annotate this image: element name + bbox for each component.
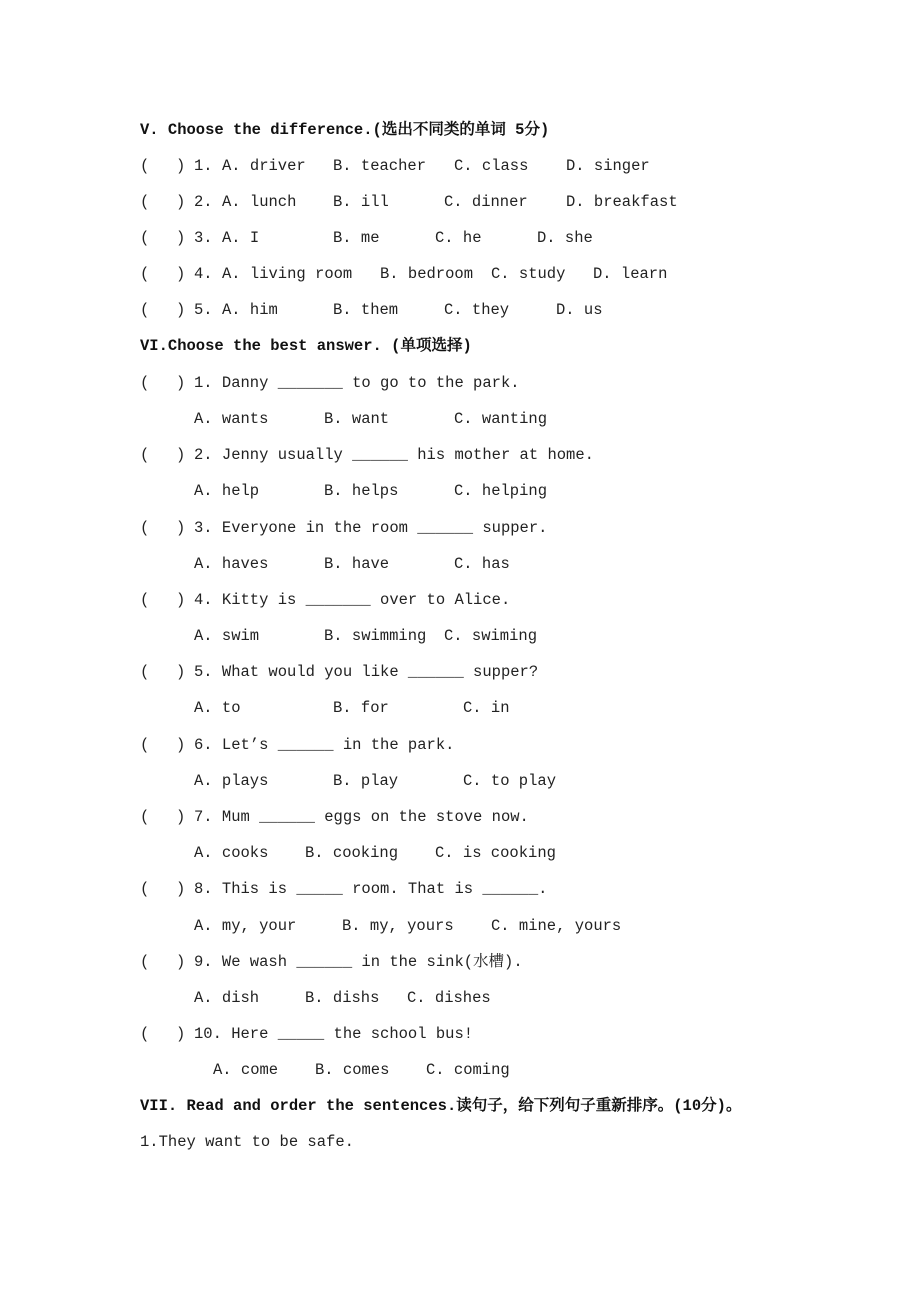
option: C. helping [454, 482, 548, 500]
option: C. dinner [444, 193, 528, 211]
option: A. driver [222, 157, 306, 175]
answer-blank-close: ) [176, 193, 186, 211]
option: D. singer [566, 157, 650, 175]
option: C. study [491, 265, 566, 283]
option: C. in [463, 699, 510, 717]
option: A. swim [194, 627, 260, 645]
option: B. me [333, 229, 380, 247]
answer-blank-open[interactable]: ( [140, 880, 150, 898]
answer-blank-open[interactable]: ( [140, 157, 150, 175]
answer-blank-open[interactable]: ( [140, 591, 150, 609]
option: C. has [454, 555, 510, 573]
answer-blank-open[interactable]: ( [140, 193, 150, 211]
option: A. my, your [194, 917, 297, 935]
option: B. dishs [305, 989, 380, 1007]
option: C. is cooking [435, 844, 556, 862]
option: A. cooks [194, 844, 269, 862]
question-number: 2. [194, 193, 213, 211]
answer-blank-open[interactable]: ( [140, 301, 150, 319]
option: A. come [213, 1061, 279, 1079]
answer-blank-close: ) [176, 663, 186, 681]
option: C. class [454, 157, 529, 175]
option: C. they [444, 301, 510, 319]
option: C. to play [463, 772, 557, 790]
option: B. them [333, 301, 399, 319]
option: C. he [435, 229, 482, 247]
answer-blank-open[interactable]: ( [140, 1025, 150, 1043]
option: D. us [556, 301, 603, 319]
answer-blank-close: ) [176, 265, 186, 283]
option: B. for [333, 699, 389, 717]
answer-blank-open[interactable]: ( [140, 663, 150, 681]
option: A. haves [194, 555, 269, 573]
answer-blank-open[interactable]: ( [140, 808, 150, 826]
option: A. dish [194, 989, 260, 1007]
option: A. living room [222, 265, 353, 283]
answer-blank-open[interactable]: ( [140, 374, 150, 392]
option: B. teacher [333, 157, 427, 175]
answer-blank-close: ) [176, 519, 186, 537]
answer-blank-open[interactable]: ( [140, 953, 150, 971]
answer-blank-close: ) [176, 374, 186, 392]
option: B. my, yours [342, 917, 454, 935]
answer-blank-close: ) [176, 446, 186, 464]
answer-blank-close: ) [176, 157, 186, 175]
option: B. have [324, 555, 390, 573]
question-text: 10. Here _____ the school bus! [194, 1025, 474, 1043]
question-text: 8. This is _____ room. That is ______. [194, 880, 548, 898]
question-number: 5. [194, 301, 213, 319]
question-text: 6. Let’s ______ in the park. [194, 736, 455, 754]
option: A. lunch [222, 193, 297, 211]
answer-blank-open[interactable]: ( [140, 265, 150, 283]
answer-blank-close: ) [176, 229, 186, 247]
question-number: 1. [194, 157, 213, 175]
option: B. want [324, 410, 390, 428]
option: A. help [194, 482, 260, 500]
option: C. swiming [444, 627, 538, 645]
section-title: VII. Read and order the sentences.读句子，给下列句子重新排序。(10分)。 [140, 1097, 742, 1115]
sentence: 1.They want to be safe. [140, 1133, 354, 1151]
option: A. wants [194, 410, 269, 428]
answer-blank-close: ) [176, 880, 186, 898]
answer-blank-open[interactable]: ( [140, 519, 150, 537]
option: B. helps [324, 482, 399, 500]
option: B. bedroom [380, 265, 474, 283]
question-text: 7. Mum ______ eggs on the stove now. [194, 808, 529, 826]
answer-blank-close: ) [176, 953, 186, 971]
option: B. cooking [305, 844, 399, 862]
option: D. learn [593, 265, 668, 283]
option: B. ill [333, 193, 389, 211]
question-number: 3. [194, 229, 213, 247]
option: B. comes [315, 1061, 390, 1079]
option: C. dishes [407, 989, 491, 1007]
answer-blank-close: ) [176, 1025, 186, 1043]
option: C. wanting [454, 410, 548, 428]
option: A. him [222, 301, 278, 319]
option: A. to [194, 699, 241, 717]
question-text: 3. Everyone in the room ______ supper. [194, 519, 548, 537]
question-text: 9. We wash ______ in the sink(水槽). [194, 953, 523, 971]
answer-blank-open[interactable]: ( [140, 736, 150, 754]
answer-blank-open[interactable]: ( [140, 446, 150, 464]
section-title: VI.Choose the best answer. (单项选择) [140, 337, 472, 355]
option: B. swimming [324, 627, 427, 645]
question-text: 4. Kitty is _______ over to Alice. [194, 591, 511, 609]
option: D. she [537, 229, 593, 247]
section-title: V. Choose the difference.(选出不同类的单词 5分) [140, 121, 550, 139]
option: C. coming [426, 1061, 510, 1079]
answer-blank-close: ) [176, 808, 186, 826]
question-text: 5. What would you like ______ supper? [194, 663, 539, 681]
answer-blank-close: ) [176, 736, 186, 754]
question-number: 4. [194, 265, 213, 283]
option: A. I [222, 229, 260, 247]
option: A. plays [194, 772, 269, 790]
option: B. play [333, 772, 399, 790]
question-text: 2. Jenny usually ______ his mother at home. [194, 446, 594, 464]
answer-blank-open[interactable]: ( [140, 229, 150, 247]
option: C. mine, yours [491, 917, 622, 935]
answer-blank-close: ) [176, 591, 186, 609]
option: D. breakfast [566, 193, 678, 211]
answer-blank-close: ) [176, 301, 186, 319]
question-text: 1. Danny _______ to go to the park. [194, 374, 520, 392]
